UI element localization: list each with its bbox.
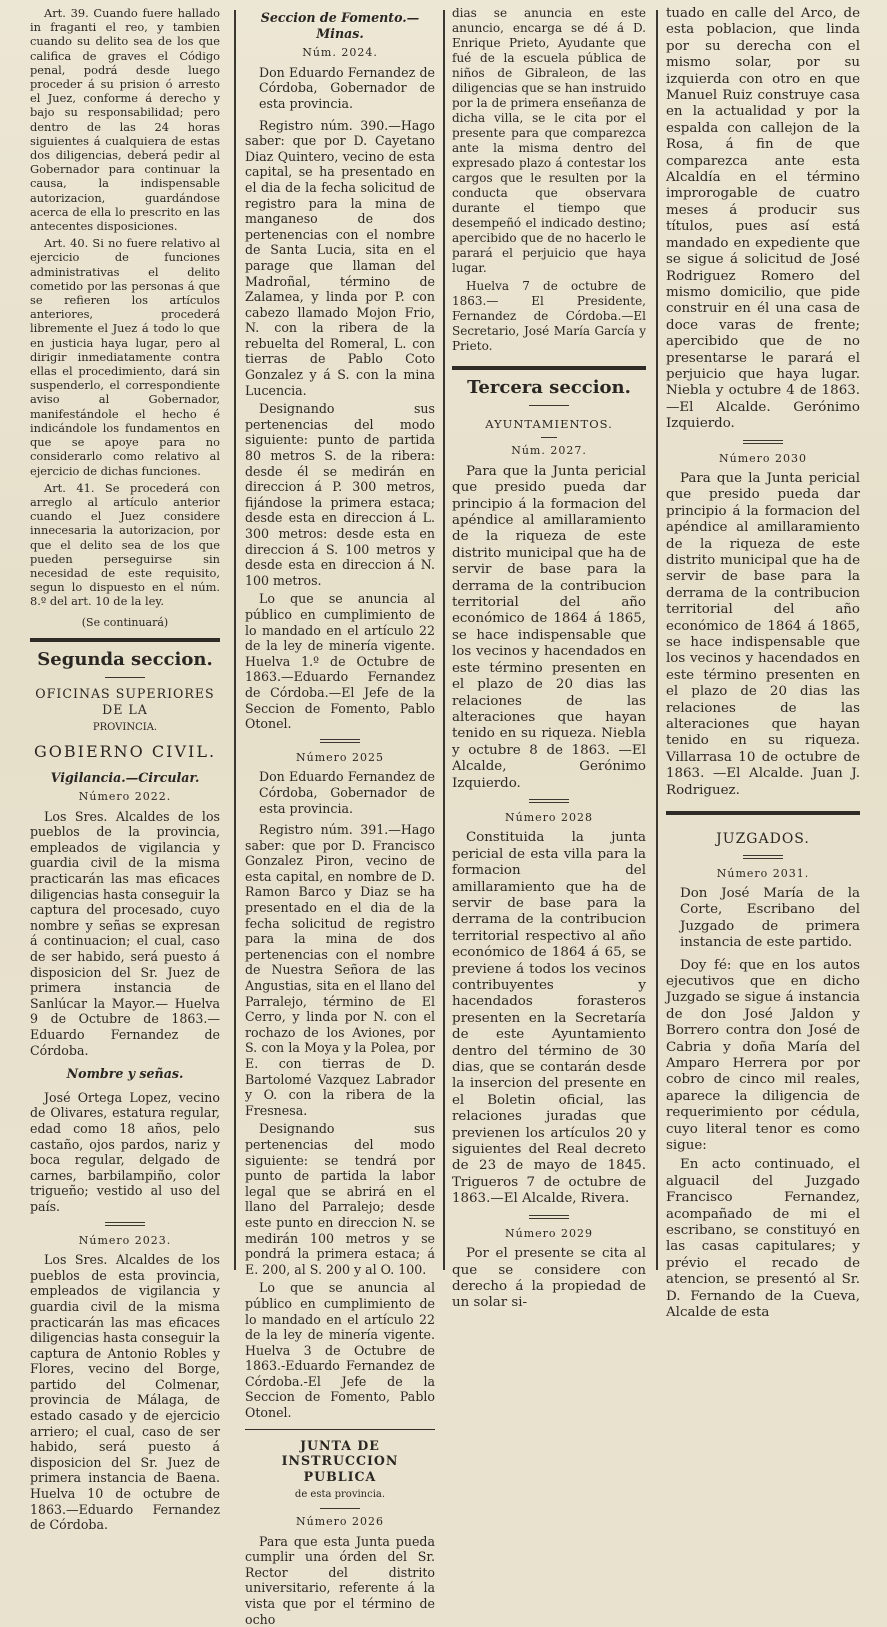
notice-2031-body: En acto continuado, el alguacil del Juzgado Francisco Fernandez, acompañado de mi el escribano, se constituyó en las casas capitulares; y prévio el recado de atencion, se presentó al Sr. D. Fernando de la Cueva, Alcalde de esta	[666, 1157, 860, 1321]
notice-2029-continued: tuado en calle del Arco, de esta poblacion, que linda por su derecha con el mismo solar, por su izquierda con otro en que Manuel Ruiz construye casa en la actualidad y por la espalda con callejon de la Rosa, á fin de que comparezca ante esta Alcaldía en el término improrogable de cuatro meses á producir sus títulos, pues así está mandado en expediente que se sigue á solicitud de José Rodriguez Romero del mismo domicilio, que pide construir en él una casa de doce varas de frente; apercibido que de no presentarse le parará el perjuicio que haya lugar. Niebla y octubre 4 de 1863. —El Alcalde. Gerónimo Izquierdo.	[666, 6, 860, 432]
column-2	[245, 6, 435, 1627]
divider	[529, 799, 569, 803]
section-rule	[452, 366, 646, 370]
notice-2026-body: Para que esta Junta pueda cumplir una órden del Sr. Rector del distrito universitario, referente á la vista que por el término de ocho	[245, 1533, 435, 1627]
notice-2029-body: Por el presente se cita al que se considere con derecho á la propiedad de un solar si-	[452, 1246, 646, 1311]
divider	[541, 437, 557, 438]
section-title: Segunda seccion.	[37, 649, 213, 671]
notice-2027-body: Para que la Junta pericial que presido pueda dar principio á la formacion del apéndice al amillaramiento de la riqueza de este distrito municipal que ha de servir de base para la derrama de la contribucion territorial del año económico de 1864 á 1865, se hace indispensable que los vecinos y hacendados en este término presenten en el plazo de 20 dias las relaciones de las alteraciones que hayan tenido en su riqueza. Niebla y octubre 8 de 1863. —El Alcalde, Gerónimo Izquierdo.	[452, 463, 646, 791]
column-3	[452, 6, 646, 1311]
notice-heading: Don Eduardo Fernandez de Córdoba, Gobernador de esta provincia.	[259, 64, 435, 111]
notice-2022: Los Sres. Alcaldes de los pueblos de la provincia, empleados de vigilancia y guardia civil de la misma practicarán las mas eficaces diligencias hasta conseguir la captura del procesado, cuyo nombre y señas se expresan á continuacion; el cual, caso de ser habido, será puesto á disposicion del Sr. Juez de primera instancia de Sanlúcar la Mayor.— Huelva 9 de Octubre de 1863.— Eduardo Fernandez de Córdoba.	[30, 808, 220, 1058]
divider	[105, 677, 145, 678]
subheading-vigilancia: Vigilancia.—Circular.	[50, 769, 200, 785]
divider	[529, 1215, 569, 1219]
subheading-nombre-senas: Nombre y señas.	[66, 1066, 184, 1082]
notice-number: Número 2025	[295, 750, 385, 764]
heading-oficinas: OFICINAS SUPERIORES DE LA	[35, 686, 215, 717]
notice-2031-body: Doy fé: que en los autos ejecutivos que en dicho Juzgado se sigue á instancia de don José Jaldon y Borrero contra don José de Cabria y doña María del Amparo Herrera por por cobro de cinco mil reales, aparece la diligencia de requerimiento por cédula, cuyo literal tenor es como sigue:	[666, 957, 860, 1153]
divider	[320, 739, 360, 743]
notice-2028-body: Constituida la junta pericial de esta villa para la formacion del amillaramiento que ha de servir de base para la derrama de la contribucion territorial respectivo al año económico de 1864 á 65, se previene á todos los vecinos contribuyentes y hacendados forasteros presenten en la Secretaría de este Ayuntamiento dentro del término de 30 dias, que se contarán desde la insercion del presente en el Boletin oficial, las relaciones juradas que previenen los artículos 20 y siguientes del Real decreto de 23 de mayo de 1845. Trigueros 7 de octubre de 1863.—El Alcalde, Rivera.	[452, 830, 646, 1207]
divider	[105, 1222, 145, 1226]
article-41: Art. 41. Se procederá con arreglo al artículo anterior cuando el Juez considere innecesaria la autorizacion, por que el delito sea de los que pueden perseguirse sin necesidad de este requisito, segun lo dispuesto en el núm. 8.º del art. 10 de la ley.	[30, 480, 220, 609]
column-1	[30, 6, 220, 1533]
divider	[743, 440, 783, 444]
divider	[320, 1508, 360, 1509]
notice-2026-continued: dias se anuncia en este anuncio, encarga se dé á D. Enrique Prieto, Ayudante que fué de la escuela pública de niños de Gibraleon, de las diligencias que se han instruido por la de primera enseñanza de dicha villa, se le cita por el presente para que comparezca ante la misma dentro del expresado plazo á contestar los cargos que le resulten por la conducta que observara durante el tiempo que desempeñó el indicado destino; apercibido que de no hacerlo le parará el perjuicio que haya lugar.	[452, 6, 646, 275]
notice-2025-body: Registro núm. 391.—Hago saber: que por D. Francisco Gonzalez Piron, vecino de esta capital, en nombre de D. Ramon Barco y Diaz se ha presentado en el dia de la fecha solicitud de registro para la mina de dos pertenencias con el nombre de Nuestra Señora de las Angustias, sita en el llano del Parralejo, término de El Cerro, y linda por N. con el rochazo de los Aviones, por S. con la Moya y la Polea, por E. con tierras de D. Bartolomé Vazquez Labrador y O. con la ribera de la Fresnesa.	[245, 822, 435, 1118]
notice-2023: Los Sres. Alcaldes de los pueblos de esta provincia, empleados de vigilancia y guardia civil de la misma practicarán las mas eficaces diligencias hasta conseguir la captura de Antonio Robles y Flores, vecino del Borge, partido del Colmenar, provincia de Málaga, de estado casado y de ejercicio arriero; el cual, caso de ser habido, será puesto á disposicion del Sr. Juez de primera instancia de Baena. Huelva 10 de octubre de 1863.—Eduardo Fernandez de Córdoba.	[30, 1252, 220, 1533]
divider	[743, 855, 783, 859]
notice-number: Número 2023.	[78, 1233, 172, 1247]
notice-2024-body: Registro núm. 390.—Hago saber: que por D. Cayetano Diaz Quintero, vecino de esta capital, se ha presentado en el dia de la fecha solicitud de registro para la mina de manganeso de dos pertenencias con el nombre de Santa Lucia, sita en el parage que llaman del Madroñal, término de Zalamea, y linda por P. con cabezo llamado Mojon Frio, N. con la ribera de la rebuelta del Romeral, L. con tierras de Pablo Coto Gonzalez y á S. con la mina Lucencia.	[245, 117, 435, 398]
heading-provincia: PROVINCIA.	[92, 722, 158, 734]
notice-number: Número 2029	[504, 1226, 594, 1240]
notice-number: Número 2030	[718, 451, 808, 465]
article-39: Art. 39. Cuando fuere hallado in fraganti el reo, y tambien cuando su delito sea de los que califica de graves el Código penal, podrá desde luego proceder á su prision ó arresto el Juez, conforme á derecho y bajo su responsabilidad; pero dentro de las 24 horas siguientes á cualquiera de estas dos diligencias, deberá pedir al Gobernador para continuar la causa, la indispensable autorizacion, guardándose acerca de ella lo prescrito en las antecentes disposiciones.	[30, 6, 220, 234]
divider	[529, 405, 569, 406]
notice-2025-body: Lo que se anuncia al público en cumplimiento de lo mandado en el artículo 22 de la ley de minería vigente. Huelva 3 de Octubre de 1863.-Eduardo Fernandez de Córdoba.-El Jefe de la Seccion de Fomento, Pablo Otonel.	[245, 1280, 435, 1421]
section-rule	[30, 638, 220, 642]
notice-2024-body: Lo que se anuncia al público en cumplimiento de lo mandado en el artículo 22 de la ley de minería vigente. Huelva 1.º de Octubre de 1863.—Eduardo Fernandez de Córdoba.—El Jefe de la Seccion de Fomento, Pablo Otonel.	[245, 591, 435, 732]
heading-juzgados: JUZGADOS.	[716, 831, 810, 848]
heading-junta-sub: de esta provincia.	[294, 1489, 386, 1501]
heading-ayuntamientos: AYUNTAMIENTOS.	[485, 417, 613, 431]
notice-number: Número 2031.	[716, 866, 810, 880]
column-rule	[443, 10, 445, 1270]
section-rule	[666, 811, 860, 815]
heading-junta: JUNTA DE INSTRUCCION PUBLICA	[281, 1437, 399, 1484]
notice-2024-body: Designando sus pertenencias del modo siguiente: punto de partida 80 metros S. de la ribera: desde él se medirán en direccion á P. 300 metros, fijándose la primera estaca; desde esta en direccion á L. 300 metros: desde esta en direccion á S. 100 metros y desde esta en direccion á N. 100 metros.	[245, 401, 435, 588]
column-rule	[656, 10, 658, 1270]
description-senas: José Ortega Lopez, vecino de Olivares, estatura regular, edad como 18 años, pelo castaño, ojos pardos, nariz y boca regular, delgado de carnes, barbilampiño, color trigueño; vestido al uso del país.	[30, 1089, 220, 1214]
notice-heading: Don José María de la Corte, Escribano del Juzgado de primera instancia de este partido.	[680, 885, 860, 951]
column-rule	[234, 10, 236, 1270]
section-rule	[245, 1429, 435, 1430]
notice-number: Núm. 2024.	[302, 46, 378, 60]
notice-heading: Don Eduardo Fernandez de Córdoba, Gobernador de esta provincia.	[259, 769, 435, 816]
subheading-fomento: Seccion de Fomento.—Minas.	[260, 10, 420, 41]
notice-2026-signature: Huelva 7 de octubre de 1863.— El Presidente, Fernandez de Córdoba.—El Secretario, José María García y Prieto.	[452, 279, 646, 353]
notice-number: Número 2022.	[78, 790, 172, 804]
heading-gobierno-civil: GOBIERNO CIVIL.	[33, 741, 217, 761]
section-title: Tercera seccion.	[467, 377, 631, 398]
notice-2030-body: Para que la Junta pericial que presido pueda dar principio á la formacion del apéndice al amillaramiento de la riqueza de este distrito municipal que ha de servir de base para la derrama de la contribucion territorial del año económico de 1864 á 1865, se hace indispensable que los vecinos y hacendados en este término presenten en el plazo de 20 dias las relaciones de las alteraciones que hayan tenido en su riqueza. Villarrasa 10 de octubre de 1863. —El Alcalde. Juan J. Rodriguez.	[666, 470, 860, 798]
notice-number: Número 2026	[295, 1515, 385, 1529]
column-4	[666, 6, 860, 1321]
notice-2025-body: Designando sus pertenencias del modo siguiente: se tendrá por punto de partida la labor legal que se abrirá en el llano del Parralejo; desde este punto en direccion N. se medirán 100 metros y se pondrá la primera estaca; á E. 200, al S. 200 y al O. 100.	[245, 1121, 435, 1277]
notice-number: Número 2028	[504, 810, 594, 824]
article-40: Art. 40. Si no fuere relativo al ejercicio de funciones administrativas el delito cometido por las personas á que se refieren los artículos anteriores, procederá libremente el Juez á todo lo que en justicia haya lugar, pero al dirigir inmediatamente contra ellas el procedimiento, dará sin suspenderlo, el correspondiente aviso al Gobernador, manifestándole el hecho é indicándole los fundamentos en que se apoye para no considerarlo como relativo al ejercicio de dichas funciones.	[30, 236, 220, 478]
notice-number: Núm. 2027.	[511, 444, 587, 458]
continued-note: (Se continuará)	[81, 615, 169, 629]
